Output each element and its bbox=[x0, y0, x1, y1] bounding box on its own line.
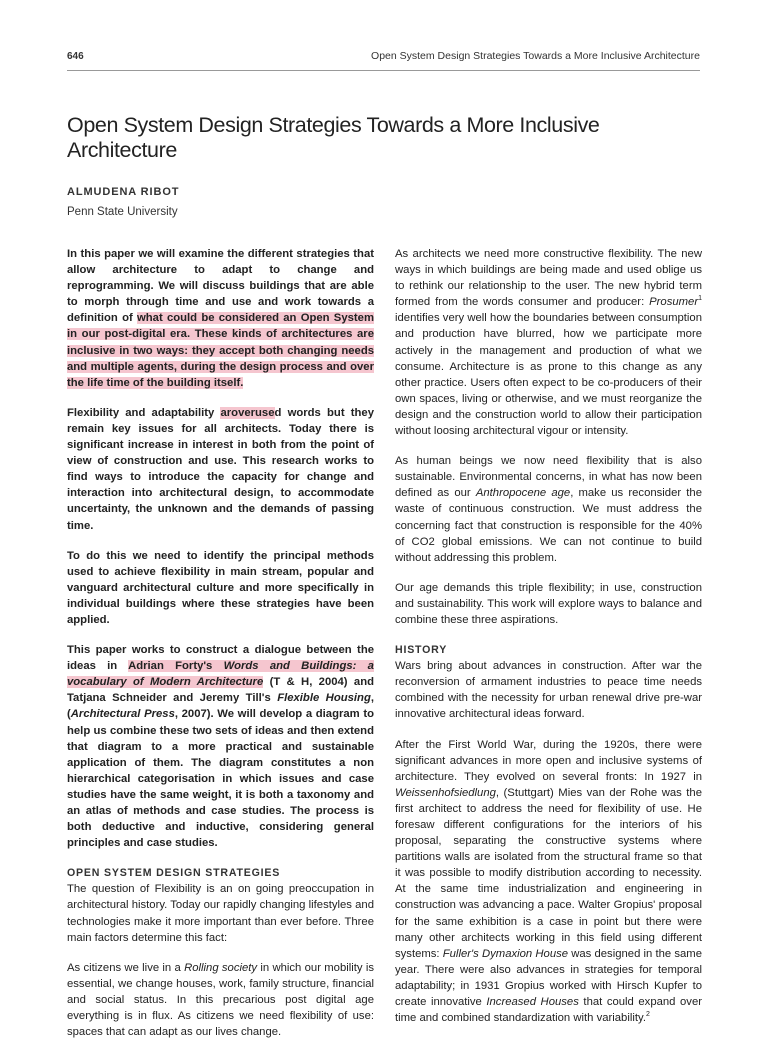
body-paragraph: Wars bring about advances in construction. After war the reconversion of armament industries to peace time needs combined with the necessity for urban renewal drive pre-war innovative architectural ideas forward. bbox=[395, 660, 702, 721]
left-column bbox=[67, 246, 374, 1054]
italic-title: Words and Buildings: a vocabulary of Modern Architecture bbox=[67, 660, 374, 689]
body-paragraph bbox=[395, 453, 702, 566]
section-open-system bbox=[67, 865, 374, 945]
text-run: After the First World War, during the 1920s, there were significant advances in more open and inclusive systems of architecture. They evolved on several fronts: In 1927 in bbox=[395, 738, 702, 783]
italic-title: Flexible Housing bbox=[277, 692, 371, 705]
section-history bbox=[395, 642, 702, 722]
abstract-paragraph-1 bbox=[67, 246, 374, 391]
body-paragraph bbox=[395, 737, 702, 1027]
abstract-paragraph-4 bbox=[67, 642, 374, 851]
text-run: In this paper we will examine the different strategies that allow architecture to adapt to change and reprogramming. We will discuss buildings that are able to morph through time and use and work towards a definition of bbox=[67, 248, 374, 325]
body-paragraph bbox=[395, 246, 702, 439]
body-paragraph bbox=[67, 960, 374, 1040]
italic-term: Increased Houses bbox=[486, 996, 579, 1009]
italic-term: Weissenhofsiedlung bbox=[395, 786, 496, 799]
text-run: d words but they remain key issues for all architects. Today there is significant increase in interest in both from the point of view of construction and use. This research works to find ways to introduce the capacity for change and interaction into architectural design, to accommodate uncertainty, the unknown and the demands of passing time. bbox=[67, 406, 374, 532]
footnote-marker[interactable]: 1 bbox=[698, 295, 702, 303]
section-heading: OPEN SYSTEM DESIGN STRATEGIES bbox=[67, 867, 281, 880]
italic-title: Architectural Press bbox=[70, 708, 175, 721]
page-number: 646 bbox=[67, 51, 84, 62]
paper-title: Open System Design Strategies Towards a More Inclusive Architecture bbox=[67, 113, 600, 162]
italic-term: Fuller's Dymaxion House bbox=[442, 947, 569, 960]
abstract-paragraph-2 bbox=[67, 405, 374, 534]
text-run: , (Stuttgart) Mies van der Rohe was the first architect to address the need for flexibility of use. He foresaw different configurations for the interiors of his proposal, separating the constructive systems where partitions walls are isolated from the structural frame so that it was possible to modify distribution according to necessity. At the same time industrialization and engineering in construction was advancing a pace. Walter Gropius' proposal for the same exhibition is a case in point but there were many other architects working in this field using different systems: bbox=[395, 786, 702, 960]
abstract-paragraph-3: To do this we need to identify the principal methods used to achieve flexibility in main stream, popular and vanguard architectural culture and more specifically in individual buildings where these strategies have been applied. bbox=[67, 549, 374, 626]
highlighted-text: what could be considered an Open System in our post-digital era. These kinds of architectures are inclusive in two ways: they accept both changing needs and multiple agents, during the design process and over the life time of the building itself. bbox=[67, 312, 375, 389]
text-run: Adrian Forty's bbox=[128, 660, 224, 673]
italic-term: Rolling society bbox=[184, 961, 258, 974]
running-header: Open System Design Strategies Towards a More Inclusive Architecture bbox=[371, 50, 700, 62]
section-heading: HISTORY bbox=[395, 644, 448, 657]
text-run: Flexibility and adaptability bbox=[67, 406, 221, 419]
italic-term: Anthropocene age bbox=[475, 487, 571, 500]
text-run: , ( bbox=[67, 692, 374, 721]
text-run: As citizens we live in a bbox=[67, 961, 185, 974]
author-affiliation: Penn State University bbox=[67, 206, 178, 218]
author-name: ALMUDENA RIBOT bbox=[67, 186, 180, 198]
highlighted-text: aroveruse bbox=[220, 406, 275, 419]
header-rule bbox=[67, 70, 700, 71]
text-run: As architects we need more constructive flexibility. The new ways in which buildings are being made and used oblige us to rethink our relationship to the user. The new hybrid term formed from the words consumer and producer: bbox=[395, 248, 702, 309]
text-run: was designed in the same year. There were also advances in strategies for temporal adaptability; in 1931 Gropius worked with Hirsch Kupfer to create innovative bbox=[395, 947, 703, 1009]
text-run: , 2007). We will develop a diagram to help us combine these two sets of ideas and then extend that diagram to a more practical and sustainable application of them. The diagram constitutes a non hierarchical categorisation in which issues and case studies have the same weight, it is both a taxonomy and an atlas of methods and case studies. The process is both deductive and inductive, considering general principles and case studies. bbox=[67, 708, 374, 850]
italic-term: Prosumer bbox=[649, 296, 699, 309]
text-run: As human beings we now need flexibility that is also sustainable. Environmental concerns, in what has now been defined as our bbox=[395, 455, 702, 500]
body-paragraph: Our age demands this triple flexibility; in use, construction and sustainability. This work will explore ways to balance and combine these three aspirations. bbox=[395, 581, 702, 626]
text-run: in which our mobility is essential, we change houses, work, family structure, financial and social status. In this precarious post digital age everything is in flux. As citizens we need flexibility of use: spaces that can adapt as our lives change. bbox=[67, 961, 374, 1039]
text-run: , make us reconsider the waste of continuous construction. We must address the concerning fact that construction is responsible for the 40% of CO2 global emissions. We can not continue to build without addressing this problem. bbox=[395, 487, 702, 564]
body-paragraph: The question of Flexibility is an on going preoccupation in architectural history. Today our rapidly changing lifestyles and technologies make it more important than ever before. Three main factors determine this fact: bbox=[67, 883, 374, 944]
text-run: identifies very well how the boundaries between consumption and production have blurred, how we participate more actively in the management and production of what we consume. Architecture is as prone to this change as any other practice. Users often expect to be co-producers of their own spaces, living or otherwise, and we must reorganize the design and the construction world to allow their participation without loosing architectural vigour or intensity. bbox=[395, 312, 702, 438]
text-run: (T & H, 2004) and Tatjana Schneider and Jeremy Till's bbox=[67, 676, 374, 705]
right-column bbox=[395, 246, 702, 1040]
text-run: This paper works to construct a dialogue between the ideas in bbox=[67, 644, 374, 673]
text-run: that could expand over time and combined standardization with variability. bbox=[395, 996, 702, 1025]
footnote-marker[interactable]: 2 bbox=[645, 1011, 650, 1019]
